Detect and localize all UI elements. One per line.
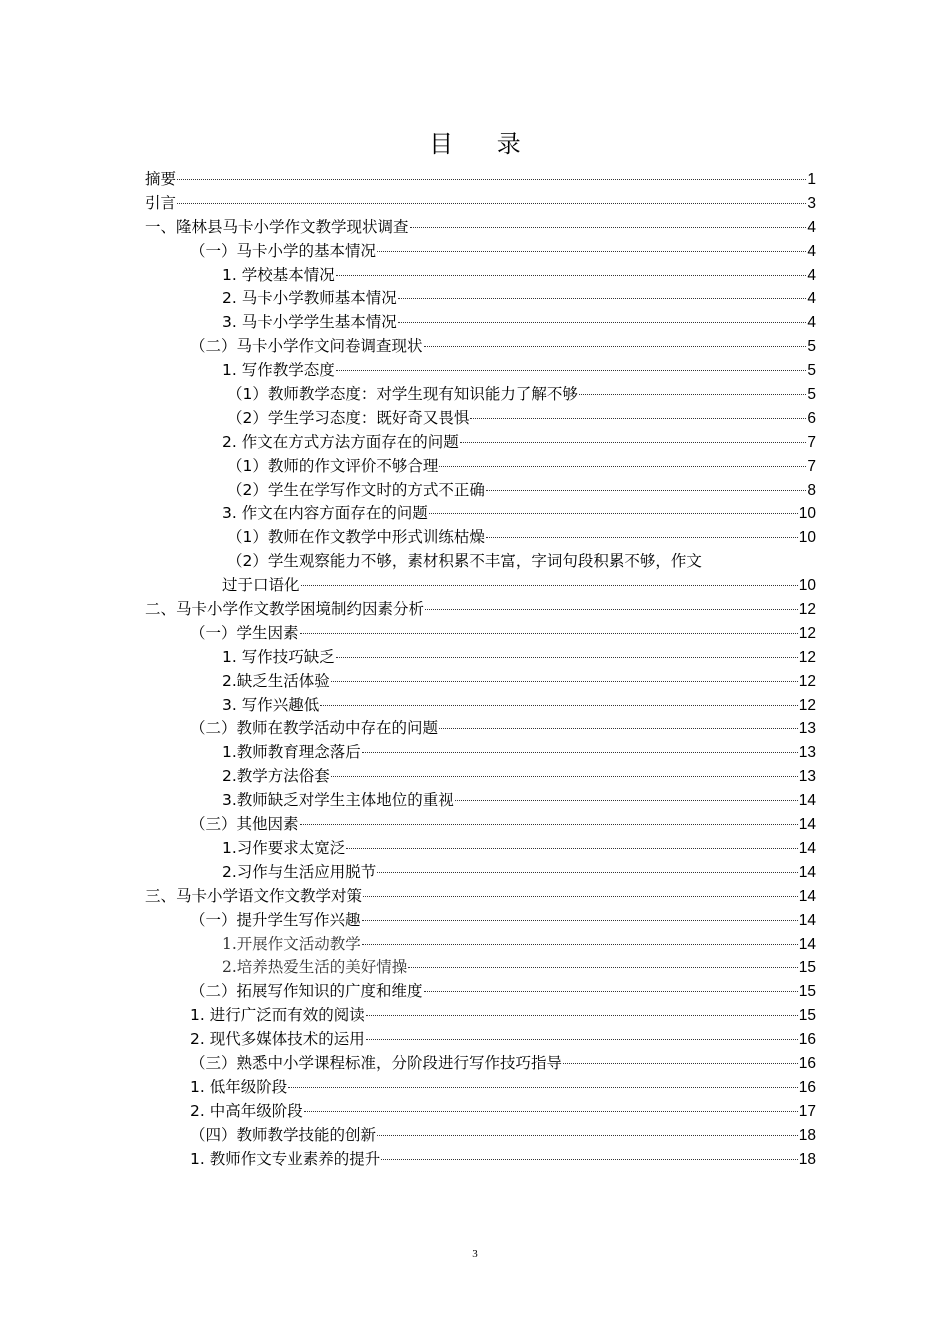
toc-leader-dots	[336, 657, 798, 658]
toc-leader-dots	[177, 179, 806, 180]
toc-entry-page: 5	[807, 338, 816, 356]
toc-entry-title: （一）学生因素	[190, 623, 299, 642]
toc-leader-dots	[425, 609, 798, 610]
toc-leader-dots	[377, 251, 806, 252]
toc-entry-page: 12	[798, 624, 816, 642]
toc-leader-dots	[377, 872, 797, 873]
toc-entry[interactable]	[145, 192, 816, 216]
toc-entry-title: （二）教师在教学活动中存在的问题	[190, 719, 439, 738]
toc-entry[interactable]	[145, 861, 816, 885]
toc-entry-page: 14	[798, 792, 816, 810]
toc-leader-dots	[362, 752, 798, 753]
toc-entry[interactable]	[145, 479, 816, 503]
toc-entry-title: （三）其他因素	[190, 815, 299, 834]
toc-entry-page: 18	[798, 1150, 816, 1168]
toc-entry-title: 1. 写作技巧缺乏	[222, 647, 335, 666]
toc-entry[interactable]	[145, 335, 816, 359]
toc-entry-title: （一）提升学生写作兴趣	[190, 910, 361, 929]
toc-leader-dots	[336, 370, 807, 371]
toc-entry-page: 4	[807, 290, 816, 308]
toc-leader-dots	[362, 920, 798, 921]
toc-entry[interactable]	[145, 622, 816, 646]
toc-leader-dots	[366, 1039, 798, 1040]
toc-entry[interactable]	[145, 359, 816, 383]
toc-entry-page: 10	[798, 577, 816, 595]
toc-entry-page: 15	[798, 983, 816, 1001]
table-of-contents	[145, 168, 816, 1171]
toc-entry[interactable]	[145, 980, 816, 1004]
toc-leader-dots	[429, 513, 798, 514]
toc-entry-page: 8	[807, 481, 816, 499]
toc-entry-title: 一、隆林县马卡小学作文教学现状调查	[145, 217, 409, 236]
toc-entry[interactable]	[145, 407, 816, 431]
toc-entry-title: （1）教师教学态度：对学生现有知识能力了解不够	[227, 385, 578, 404]
toc-leader-dots	[486, 537, 798, 538]
toc-entry-page: 5	[807, 362, 816, 380]
toc-entry-page: 14	[798, 863, 816, 881]
toc-leader-dots	[377, 1135, 798, 1136]
toc-entry[interactable]	[145, 789, 816, 813]
toc-entry-page: 3	[807, 194, 816, 212]
toc-entry-page: 12	[798, 648, 816, 666]
toc-entry-title: （2）学生观察能力不够，素材积累不丰富，字词句段积累不够，作文	[227, 552, 702, 571]
toc-leader-dots	[563, 1063, 798, 1064]
toc-leader-dots	[408, 967, 797, 968]
toc-leader-dots	[304, 1111, 798, 1112]
toc-entry-page: 13	[798, 744, 816, 762]
toc-entry[interactable]	[145, 240, 816, 264]
toc-entry-title: （1）教师的作文评价不够合理	[227, 456, 439, 475]
toc-entry[interactable]	[145, 1028, 816, 1052]
toc-leader-dots	[288, 1087, 798, 1088]
toc-entry[interactable]	[145, 741, 816, 765]
toc-entry-title: 二、马卡小学作文教学困境制约因素分析	[145, 600, 425, 619]
toc-leader-dots	[381, 1159, 798, 1160]
toc-leader-dots	[439, 466, 806, 467]
toc-entry-title: 2.教学方法俗套	[222, 767, 330, 786]
toc-entry-page: 10	[798, 505, 816, 523]
toc-entry[interactable]	[145, 1052, 816, 1076]
toc-entry-title: 1. 学校基本情况	[222, 265, 335, 284]
toc-entry-page: 6	[807, 409, 816, 427]
toc-leader-dots	[398, 322, 807, 323]
toc-entry-page: 14	[798, 935, 816, 953]
toc-entry[interactable]	[145, 670, 816, 694]
toc-entry[interactable]	[145, 1076, 816, 1100]
toc-entry-title: （一）马卡小学的基本情况	[190, 241, 377, 260]
toc-entry[interactable]	[145, 502, 816, 526]
toc-entry[interactable]	[145, 765, 816, 789]
toc-entry-page: 4	[807, 314, 816, 332]
toc-entry[interactable]	[145, 813, 816, 837]
toc-entry-page: 12	[798, 672, 816, 690]
toc-entry[interactable]	[145, 694, 816, 718]
toc-entry-page: 14	[798, 887, 816, 905]
toc-entry-title: 1. 写作教学态度	[222, 361, 335, 380]
toc-entry[interactable]	[145, 216, 816, 240]
toc-entry[interactable]	[145, 956, 816, 980]
toc-entry-title: （四）教师教学技能的创新	[190, 1125, 377, 1144]
toc-entry[interactable]	[145, 933, 816, 957]
toc-entry-page: 13	[798, 768, 816, 786]
toc-entry-title: 3. 作文在内容方面存在的问题	[222, 504, 428, 523]
toc-entry-title: 2. 中高年级阶段	[190, 1101, 303, 1120]
toc-entry[interactable]	[145, 1124, 816, 1148]
toc-leader-dots	[460, 442, 807, 443]
toc-entry-title: 1.习作要求太宽泛	[222, 838, 346, 857]
toc-entry-title: 三、马卡小学语文作文教学对策	[145, 886, 363, 905]
toc-entry-page: 17	[798, 1102, 816, 1120]
toc-entry-page: 10	[798, 529, 816, 547]
toc-entry-title: （二）马卡小学作文问卷调查现状	[190, 337, 423, 356]
toc-entry-title: 过于口语化	[222, 576, 300, 595]
toc-entry-page: 16	[798, 1054, 816, 1072]
toc-entry-page: 18	[798, 1126, 816, 1144]
toc-leader-dots	[424, 346, 807, 347]
toc-entry[interactable]	[145, 168, 816, 192]
toc-entry[interactable]	[145, 287, 816, 311]
toc-entry-title: 引言	[145, 193, 177, 212]
toc-leader-dots	[362, 944, 798, 945]
toc-entry[interactable]	[145, 455, 816, 479]
toc-entry[interactable]	[145, 574, 816, 598]
toc-entry[interactable]	[145, 885, 816, 909]
toc-leader-dots	[410, 227, 807, 228]
toc-leader-dots	[346, 848, 797, 849]
toc-leader-dots	[579, 394, 807, 395]
toc-entry-page: 14	[798, 911, 816, 929]
toc-entry-title: 2.缺乏生活体验	[222, 671, 330, 690]
toc-entry-title: 1. 低年级阶段	[190, 1077, 288, 1096]
toc-entry[interactable]	[145, 264, 816, 288]
toc-entry-page: 13	[798, 720, 816, 738]
toc-entry-title: （2）学生在学写作文时的方式不正确	[227, 480, 485, 499]
toc-entry-title: 1.开展作文活动教学	[222, 934, 361, 953]
toc-entry-title: （二）拓展写作知识的广度和维度	[190, 982, 423, 1001]
toc-leader-dots	[363, 896, 798, 897]
toc-entry-page: 14	[798, 839, 816, 857]
toc-entry[interactable]	[145, 550, 816, 574]
toc-entry[interactable]	[145, 909, 816, 933]
toc-entry-page: 12	[798, 696, 816, 714]
toc-leader-dots	[300, 633, 798, 634]
toc-title: 目 录	[429, 130, 539, 158]
toc-entry[interactable]	[145, 1100, 816, 1124]
toc-entry[interactable]	[145, 383, 816, 407]
toc-leader-dots	[470, 418, 806, 419]
toc-entry[interactable]	[145, 598, 816, 622]
toc-entry[interactable]	[145, 1004, 816, 1028]
toc-entry-page: 14	[798, 816, 816, 834]
toc-leader-dots	[486, 490, 807, 491]
toc-entry-title: 摘要	[145, 170, 177, 188]
toc-entry-page: 16	[798, 1078, 816, 1096]
toc-leader-dots	[439, 728, 798, 729]
toc-entry[interactable]	[145, 646, 816, 670]
toc-entry-page: 7	[807, 433, 816, 451]
toc-leader-dots	[301, 585, 798, 586]
toc-entry-page: 1	[807, 171, 816, 188]
toc-entry-title: 3. 马卡小学学生基本情况	[222, 313, 397, 332]
toc-entry-title: 2.习作与生活应用脱节	[222, 862, 377, 881]
toc-entry-page: 12	[798, 601, 816, 619]
toc-entry-title: 2.培养热爱生活的美好情操	[222, 958, 408, 977]
toc-entry-title: 3.教师缺乏对学生主体地位的重视	[222, 791, 454, 810]
toc-entry[interactable]	[145, 431, 816, 455]
page-number: 3	[472, 1248, 478, 1260]
toc-leader-dots	[455, 800, 798, 801]
toc-leader-dots	[320, 705, 798, 706]
toc-leader-dots	[336, 275, 807, 276]
toc-entry-title: 2. 作文在方式方法方面存在的问题	[222, 432, 459, 451]
toc-leader-dots	[300, 824, 798, 825]
toc-entry-page: 16	[798, 1031, 816, 1049]
toc-leader-dots	[331, 776, 798, 777]
toc-entry-page: 5	[807, 386, 816, 404]
toc-leader-dots	[398, 298, 807, 299]
toc-entry-page: 15	[798, 1007, 816, 1025]
toc-entry[interactable]	[145, 526, 816, 550]
toc-entry-page: 7	[807, 457, 816, 475]
toc-entry[interactable]	[145, 837, 816, 861]
toc-entry-title: （1）教师在作文教学中形式训练枯燥	[227, 528, 485, 547]
toc-entry-page: 4	[807, 266, 816, 284]
toc-entry-title: 1.教师教育理念落后	[222, 743, 361, 762]
toc-entry-page: 4	[807, 242, 816, 260]
toc-entry-title: 2. 现代多媒体技术的运用	[190, 1030, 365, 1049]
toc-leader-dots	[331, 681, 798, 682]
toc-entry[interactable]	[145, 1148, 816, 1172]
toc-entry-title: 2. 马卡小学教师基本情况	[222, 289, 397, 308]
toc-leader-dots	[366, 1015, 798, 1016]
toc-entry-title: 1. 教师作文专业素养的提升	[190, 1149, 381, 1168]
toc-entry-page: 4	[807, 218, 816, 236]
toc-leader-dots	[424, 991, 798, 992]
toc-entry-title: （2）学生学习态度：既好奇又畏惧	[227, 408, 470, 427]
toc-entry-title: 3. 写作兴趣低	[222, 695, 320, 714]
toc-leader-dots	[177, 203, 806, 204]
toc-entry-page: 15	[798, 959, 816, 977]
toc-entry-title: 1. 进行广泛而有效的阅读	[190, 1006, 365, 1025]
toc-entry[interactable]	[145, 311, 816, 335]
toc-entry-title: （三）熟悉中小学课程标准，分阶段进行写作技巧指导	[190, 1053, 563, 1072]
toc-entry[interactable]	[145, 717, 816, 741]
